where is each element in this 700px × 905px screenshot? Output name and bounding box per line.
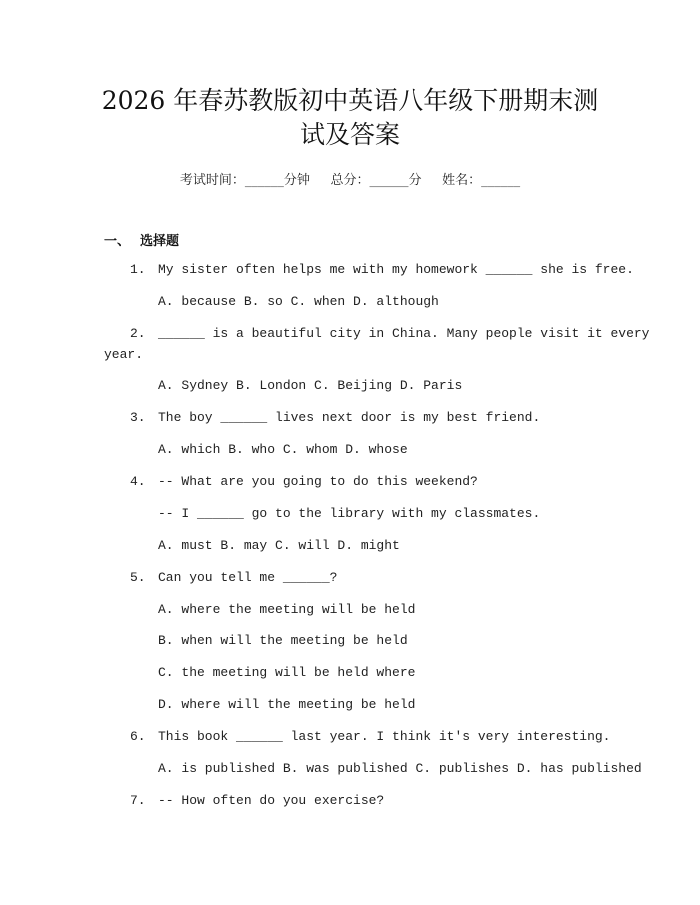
- title-line-1: 2026 年春苏教版初中英语八年级下册期末测: [101, 86, 599, 115]
- question-number: 6.: [130, 729, 146, 744]
- document-title: [60, 84, 640, 152]
- question-options: A. Sydney B. London C. Beijing D. Paris: [158, 378, 463, 393]
- question-number: 3.: [130, 410, 146, 425]
- question-options: A. must B. may C. will D. might: [158, 538, 400, 553]
- option-c: C. the meeting will be held where: [158, 665, 416, 680]
- question-number: 1.: [130, 262, 146, 277]
- question-text: This book ______ last year. I think it's very interesting.: [158, 729, 611, 744]
- question-number: 7.: [130, 793, 146, 808]
- question-text: ______ is a beautiful city in China. Many people visit it every: [158, 326, 650, 341]
- title-line-2: 试及答案: [299, 120, 400, 149]
- question-text: -- How often do you exercise?: [158, 793, 385, 808]
- option-b: B. when will the meeting be held: [158, 633, 408, 648]
- question-text: The boy ______ lives next door is my best friend.: [158, 410, 541, 425]
- option-a: A. where the meeting will be held: [158, 602, 416, 617]
- question-text-line-2: -- I ______ go to the library with my classmates.: [158, 506, 541, 521]
- question-options: A. is published B. was published C. publishes D. has published: [158, 761, 642, 776]
- question-text: -- What are you going to do this weekend?: [158, 474, 478, 489]
- question-text: Can you tell me ______?: [158, 570, 338, 585]
- question-text: My sister often helps me with my homework ______ she is free.: [158, 262, 634, 277]
- question-number: 4.: [130, 474, 146, 489]
- question-number: 5.: [130, 570, 146, 585]
- section-title: 选择题: [140, 234, 180, 249]
- question-options: A. which B. who C. whom D. whose: [158, 442, 408, 457]
- option-d: D. where will the meeting be held: [158, 697, 416, 712]
- exam-info: 考试时间：______分钟 总分：______分 姓名：______: [179, 173, 521, 188]
- section-heading: [104, 230, 179, 249]
- question-text-continuation: year.: [104, 347, 144, 362]
- section-number: 一、: [104, 234, 131, 249]
- question-options: A. because B. so C. when D. although: [158, 294, 439, 309]
- question-number: 2.: [130, 326, 146, 341]
